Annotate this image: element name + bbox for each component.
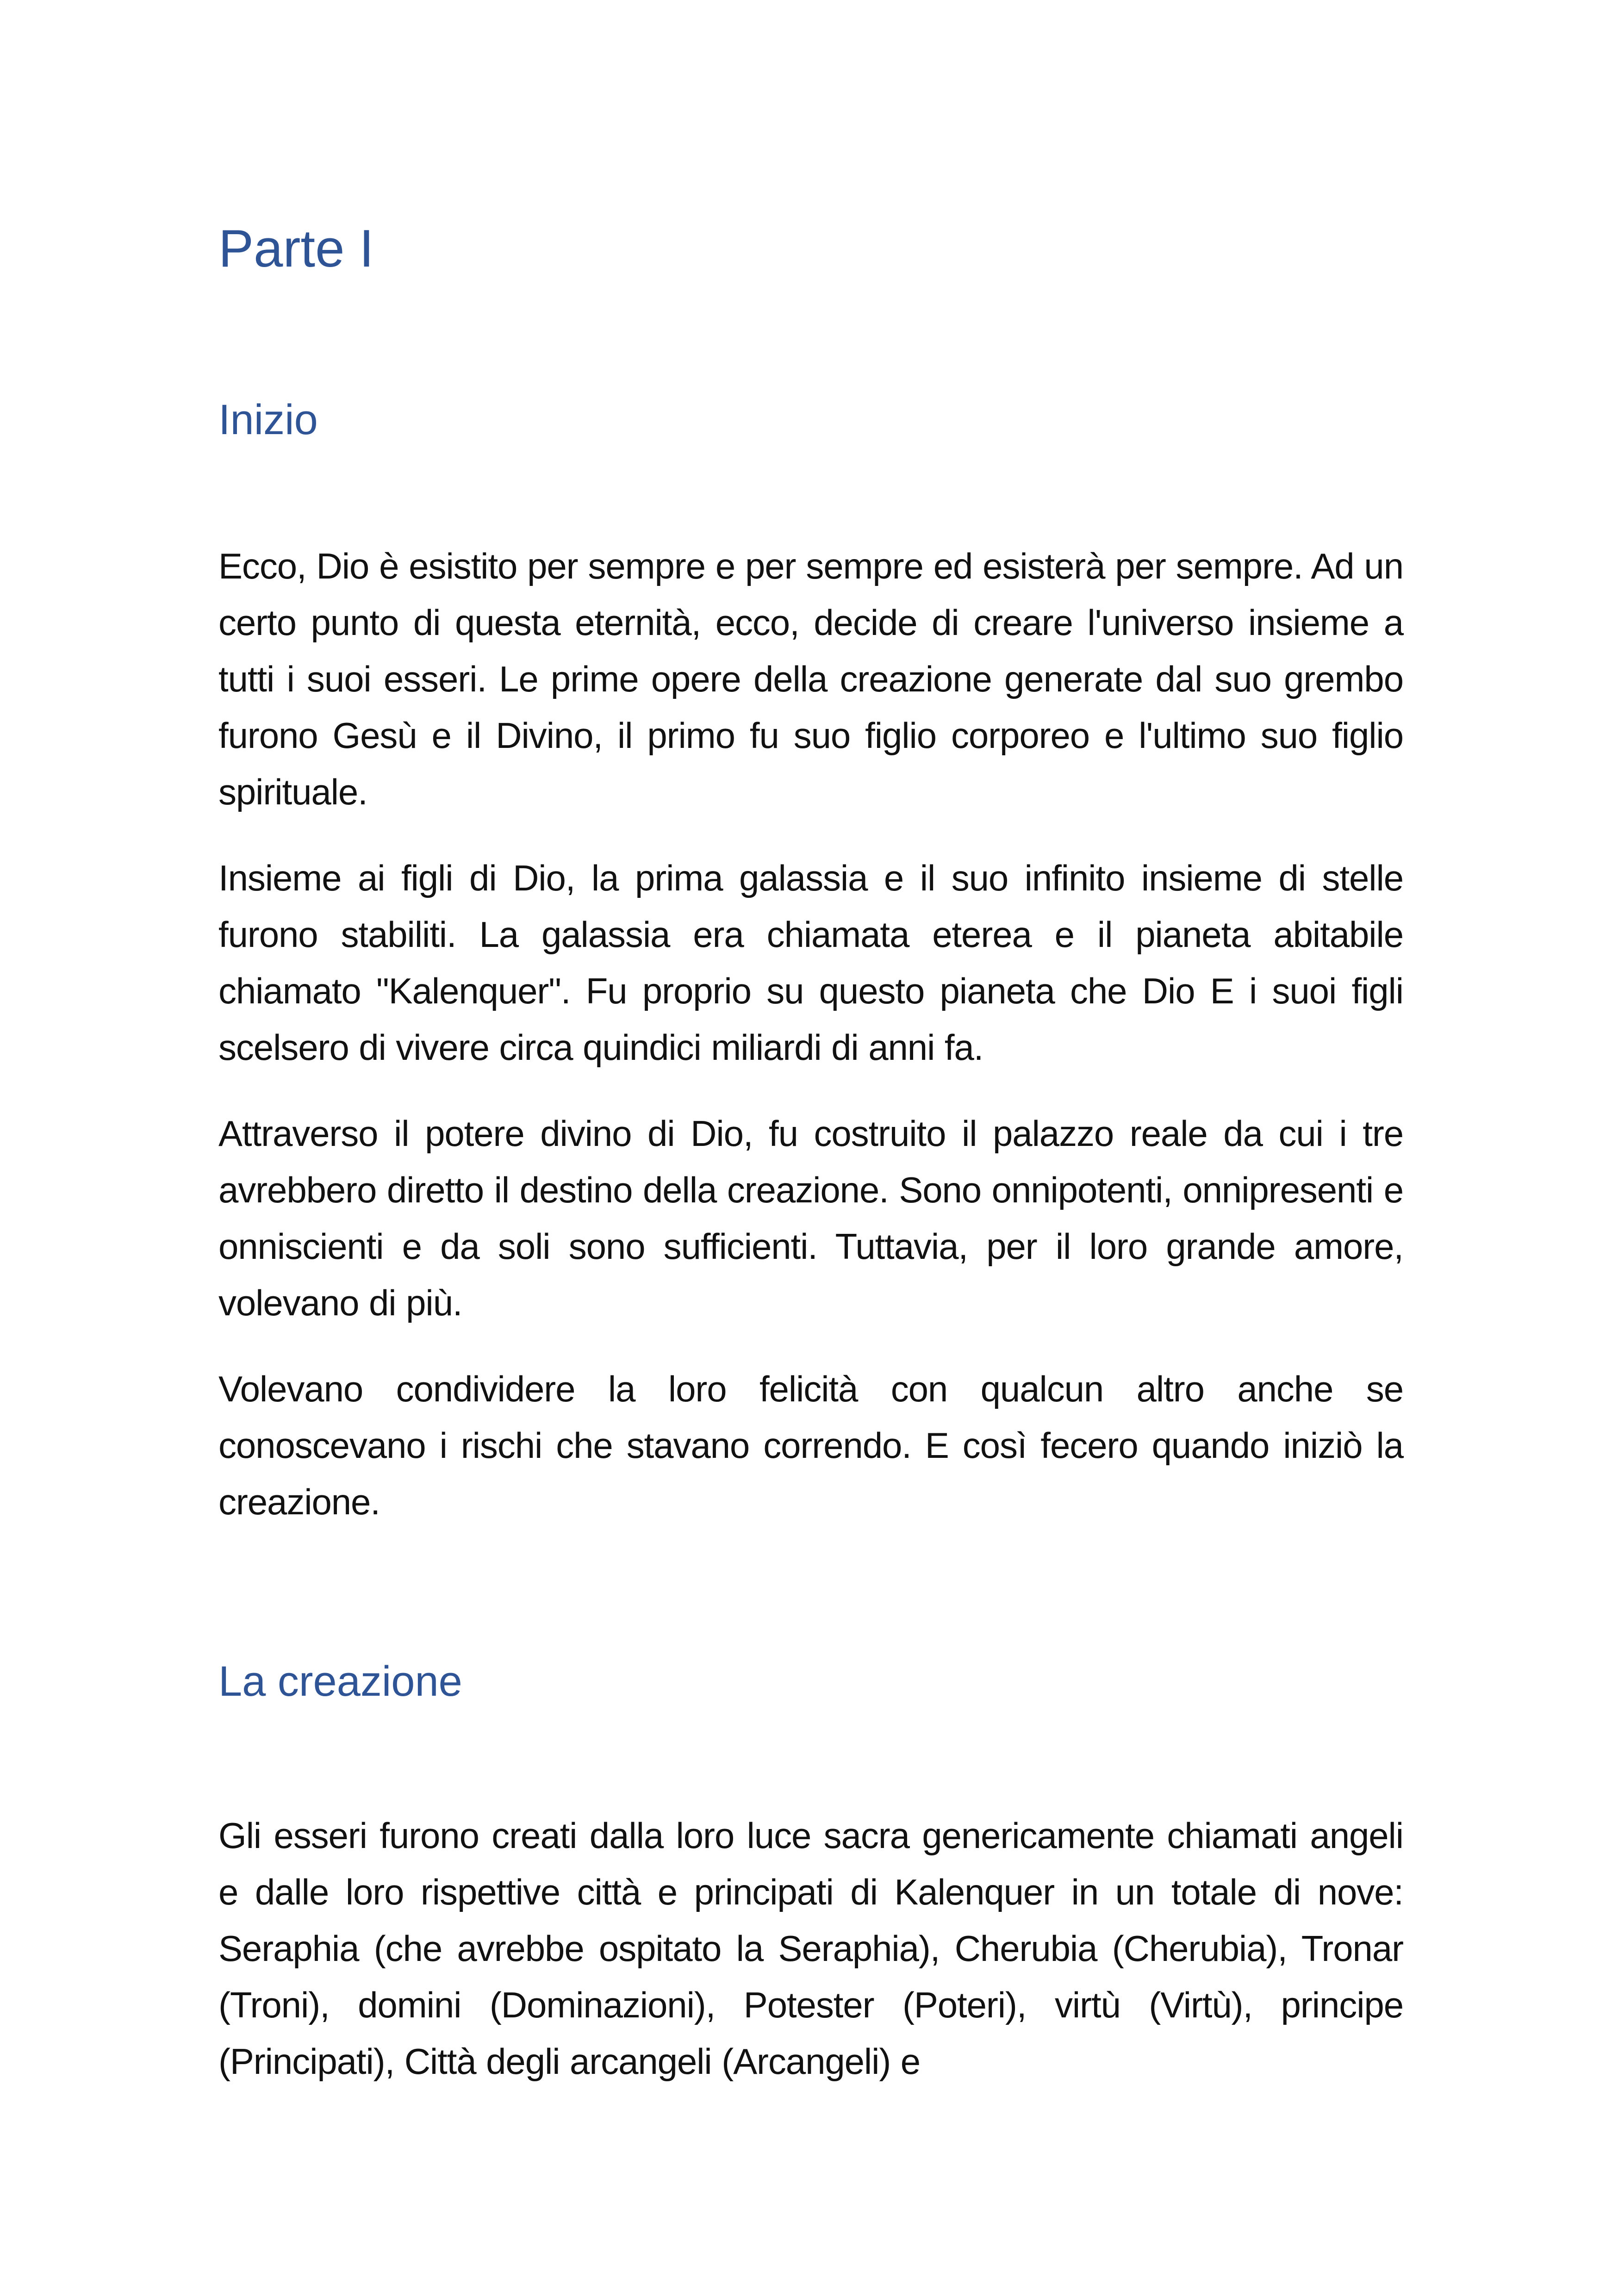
paragraph: Volevano condividere la loro felicità con qualcun altro anche se conoscevano i rischi che stavano correndo. E così fecero quando iniziò la creazione. — [218, 1369, 1403, 1522]
section-heading-la-creazione: La creazione — [218, 1658, 462, 1705]
paragraph: Attraverso il potere divino di Dio, fu costruito il palazzo reale da cui i tre avrebbero diretto il destino della creazione. Sono onnipotenti, onnipresenti e onniscienti e da soli sono sufficienti. Tuttavia, per il loro grande amore, volevano di più. — [218, 1113, 1403, 1323]
section-inizio-body — [218, 538, 1403, 1560]
paragraph: Ecco, Dio è esistito per sempre e per sempre ed esisterà per sempre. Ad un certo punto di questa eternità, ecco, decide di creare l'universo insieme a tutti i suoi esseri. Le prime opere della creazione generate dal suo grembo furono Gesù e il Divino, il primo fu suo figlio corporeo e l'ultimo suo figlio spirituale. — [218, 546, 1403, 812]
part-title: Parte I — [218, 219, 374, 278]
paragraph: Insieme ai figli di Dio, la prima galassia e il suo infinito insieme di stelle furono stabiliti. La galassia era chiamata eterea e il pianeta abitabile chiamato "Kalenquer". Fu proprio su questo pianeta che Dio E i suoi figli scelsero di vivere circa quindici miliardi di anni fa. — [218, 858, 1403, 1068]
section-la-creazione-body — [218, 1807, 1403, 2119]
section-heading-inizio: Inizio — [218, 396, 318, 443]
paragraph: Gli esseri furono creati dalla loro luce sacra genericamente chiamati angeli e dalle loro rispettive città e principati di Kalenquer in un totale di nove: Seraphia (che avrebbe ospitato la Seraphia), Cherubia (Cherubia), Tronar (Troni), domini (Dominazioni), Potester (Poteri), virtù (Virtù), principe (Principati), Città degli arcangeli (Arcangeli) e — [218, 1815, 1403, 2082]
